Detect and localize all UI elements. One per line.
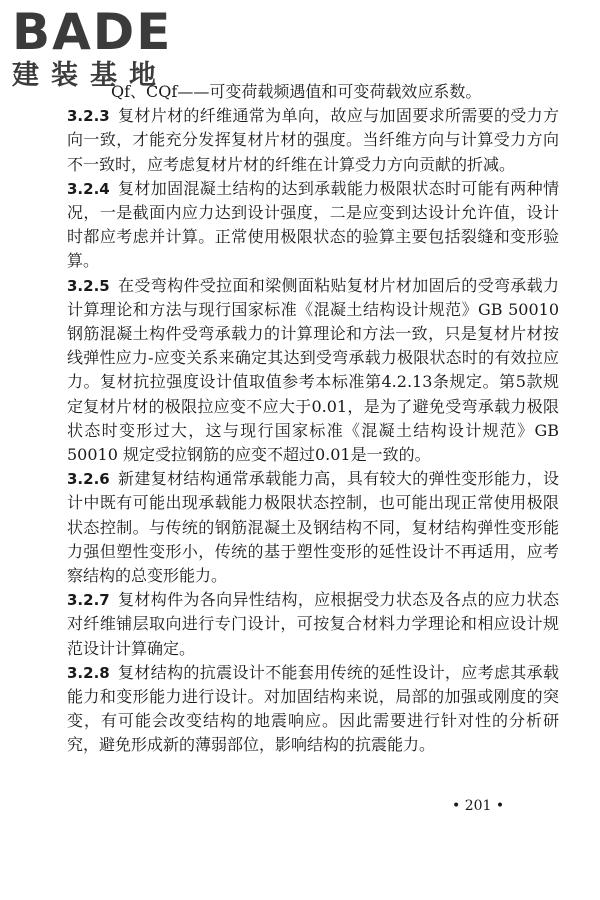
- intro-line: Qf、CQf——可变荷载频遇值和可变荷载效应系数。: [111, 82, 482, 101]
- section-text: 复材加固混凝土结构的达到承载能力极限状态时可能有两种情况，一是截面内应力达到设计强度，二是应变到达设计允许值，设计时都应考虑并计算。正常使用极限状态的验算主要包括裂缝和变形验算。: [67, 178, 559, 271]
- section-number: 3.2.8: [67, 663, 110, 682]
- logo-wordmark: BADE: [12, 3, 173, 61]
- logo-subtitle: 建装基地: [12, 60, 168, 91]
- section-3-2-7: [67, 588, 559, 661]
- section-text: 在受弯构件受拉面和梁侧面粘贴复材片材加固后的受弯承载力计算理论和方法与现行国家标准《混凝土结构设计规范》GB 50010 钢筋混凝土构件受弯承载力的计算理论和方法一致，只是复材片材按线弹性应力-应变关系来确定其达到受弯承载力极限状态时的有效拉应力。复材抗拉强度设计值取值参考本标准第4.2.13条规定。第5款规定复材片材的极限拉应变不应大于0.01，是为了避免受弯承载力极限状态时变形过大，这与现行国家标准《混凝土结构设计规范》GB 50010 规定受拉钢筋的应变不超过0.01是一致的。: [67, 275, 559, 465]
- section-3-2-6: [67, 467, 559, 588]
- section-text: 复材结构的抗震设计不能套用传统的延性设计，应考虑其承载能力和变形能力进行设计。对加固结构来说，局部的加强或刚度的突变，有可能会改变结构的地震响应。因此需要进行针对性的分析研究，避免形成新的薄弱部位，影响结构的抗震能力。: [67, 662, 559, 755]
- section-number: 3.2.4: [67, 179, 110, 198]
- section-number: 3.2.6: [67, 470, 110, 489]
- section-text: 复材构件为各向异性结构，应根据受力状态及各点的应力状态对纤维铺层取向进行专门设计，可按复合材料力学理论和相应设计规范设计计算确定。: [67, 590, 559, 658]
- section-3-2-8: [67, 661, 559, 758]
- section-text: 新建复材结构通常承载能力高，具有较大的弹性变形能力，设计中既有可能出现承载能力极限状态控制，也可能出现正常使用极限状态控制。与传统的钢筋混凝土及钢结构不同，复材结构弹性变形能力强但塑性变形小，传统的基于塑性变形的延性设计不再适用，应考察结构的总变形能力。: [67, 469, 559, 586]
- section-3-2-4: [67, 177, 559, 274]
- document-body: [67, 80, 559, 758]
- section-text: 复材片材的纤维通常为单向，故应与加固要求所需要的受力方向一致，才能充分发挥复材片材的强度。当纤维方向与计算受力方向不一致时，应考虑复材片材的纤维在计算受力方向贡献的折减。: [67, 106, 559, 174]
- section-number: 3.2.7: [67, 591, 110, 610]
- section-3-2-3: [67, 104, 559, 177]
- section-3-2-5: [67, 274, 559, 468]
- page-number: • 201 •: [452, 798, 505, 814]
- section-number: 3.2.5: [67, 276, 110, 295]
- section-number: 3.2.3: [67, 107, 110, 126]
